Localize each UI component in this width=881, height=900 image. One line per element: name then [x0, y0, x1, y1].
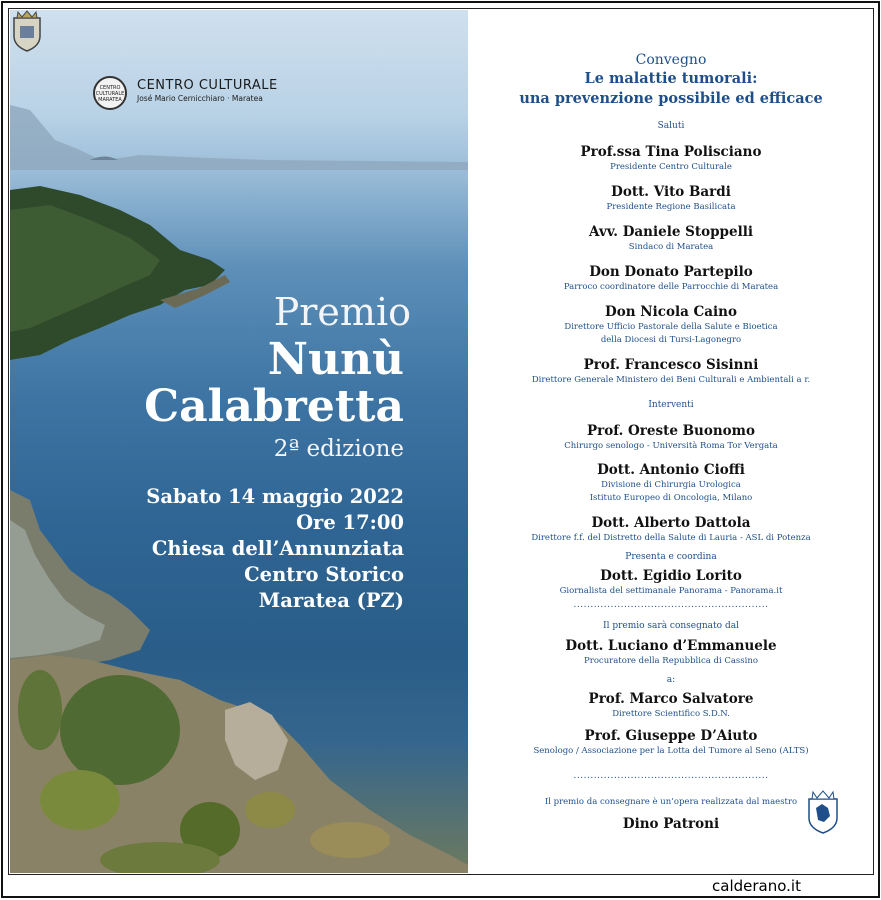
convegno-title-line1: Le malattie tumorali:: [584, 70, 758, 87]
speaker-role: Sindaco di Maratea: [628, 242, 714, 252]
speaker-role: Presidente Centro Culturale: [610, 162, 732, 172]
speaker-name: Prof. Giuseppe D’Aiuto: [584, 728, 758, 744]
section-saluti: Saluti: [657, 121, 685, 131]
speaker-role: Direttore Scientifico S.D.N.: [612, 709, 730, 719]
speaker-role: Presidente Regione Basilicata: [606, 202, 736, 212]
speaker-name: Avv. Daniele Stoppelli: [589, 224, 753, 240]
speaker-name: Dott. Antonio Cioffi: [597, 462, 745, 478]
opera-label: Il premio da consegnare è un’opera realizzata dal maestro: [544, 797, 798, 807]
speaker-role: Senologo / Associazione per la Lotta del Tumore al Seno (ALTS): [533, 746, 809, 756]
speaker-name: Dott. Alberto Dattola: [591, 515, 751, 531]
premio-label: Il premio sarà consegnato dal: [603, 621, 739, 631]
event-date: Sabato 14 maggio 2022: [146, 485, 404, 508]
speaker-role: Divisione di Chirurgia Urologica: [601, 480, 741, 490]
watermark-text: calderano.it: [712, 877, 801, 895]
convegno-title-line2: una prevenzione possibile ed efficace: [519, 90, 823, 107]
speaker-role: della Diocesi di Tursi-Lagonegro: [600, 335, 742, 345]
convegno-label: Convegno: [635, 52, 707, 68]
edition-label: 2ª edizione: [273, 436, 404, 462]
speaker-role: Direttore Ufficio Pastorale della Salute e Bioetica: [564, 322, 778, 332]
event-area: Centro Storico: [244, 563, 404, 586]
centro-culturale-logo: CENTRO CULTURALE MARATEA: [93, 76, 127, 110]
speaker-name: Prof. Oreste Buonomo: [587, 423, 755, 439]
dotted-divider: ..........................................................: [573, 771, 769, 781]
maratea-crest-icon: [10, 10, 44, 52]
speaker-name: Don Donato Partepilo: [589, 264, 753, 280]
speaker-role: Giornalista del settimanale Panorama - Panorama.it: [559, 586, 783, 596]
speaker-role: Chirurgo senologo - Università Roma Tor Vergata: [564, 441, 778, 451]
org-title: CENTRO CULTURALE: [137, 78, 278, 93]
speaker-role: Procuratore della Repubblica di Cassino: [584, 656, 758, 666]
dotted-divider: ..........................................................: [573, 600, 769, 610]
speaker-role: Direttore f.f. del Distretto della Salute di Lauria - ASL di Potenza: [531, 533, 811, 543]
speaker-name: Don Nicola Caino: [605, 304, 737, 320]
speaker-name: Prof.ssa Tina Polisciano: [580, 144, 762, 160]
program-panel: [470, 10, 872, 872]
speaker-name: Dott. Vito Bardi: [611, 184, 731, 200]
org-subtitle: José Mario Cernicchiaro · Maratea: [137, 94, 263, 103]
municipal-crest-icon: [806, 790, 840, 834]
a-label: a:: [666, 675, 676, 685]
speaker-name: Prof. Francesco Sisinni: [583, 357, 759, 373]
speaker-role: Parroco coordinatore delle Parrocchie di Maratea: [563, 282, 779, 292]
speaker-role: Istituto Europeo di Oncologia, Milano: [589, 493, 753, 503]
speaker-name: Dott. Egidio Lorito: [600, 568, 742, 584]
event-town: Maratea (PZ): [258, 589, 404, 612]
speaker-role: Direttore Generale Ministero dei Beni Culturali e Ambientali a r.: [531, 375, 811, 385]
title-first-name: Nunù: [267, 334, 404, 385]
speaker-name: Prof. Marco Salvatore: [588, 691, 754, 707]
section-interventi: Interventi: [648, 400, 694, 410]
title-last-name: Calabretta: [144, 381, 404, 432]
maestro-name: Dino Patroni: [622, 816, 720, 832]
title-premio: Premio: [273, 290, 411, 334]
event-venue: Chiesa dell’Annunziata: [151, 537, 404, 560]
section-coordina: Presenta e coordina: [625, 552, 717, 562]
event-time: Ore 17:00: [296, 511, 404, 534]
speaker-name: Dott. Luciano d’Emmanuele: [565, 638, 777, 654]
